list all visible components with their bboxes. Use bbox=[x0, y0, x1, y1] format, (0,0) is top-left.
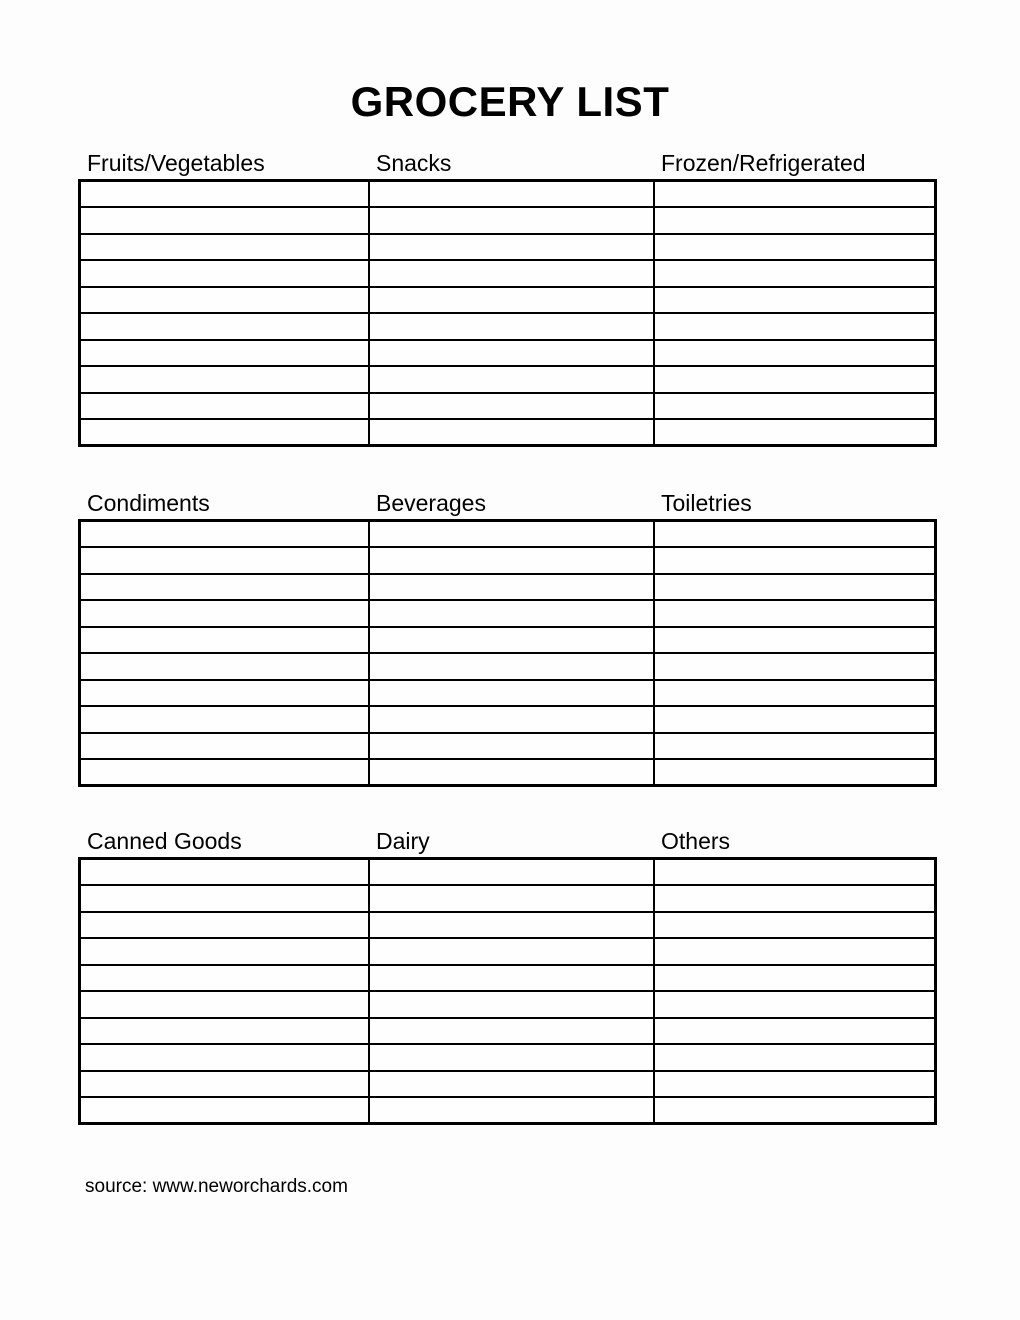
table-row bbox=[80, 340, 936, 367]
blank-item-cell[interactable] bbox=[369, 260, 654, 287]
blank-item-cell[interactable] bbox=[369, 991, 654, 1018]
page-title: GROCERY LIST bbox=[350, 78, 670, 125]
section-canned-dairy-others bbox=[78, 828, 934, 1125]
column-headers bbox=[78, 828, 934, 855]
blank-item-cell[interactable] bbox=[369, 521, 654, 548]
blank-item-cell[interactable] bbox=[369, 181, 654, 208]
blank-item-cell[interactable] bbox=[80, 1071, 369, 1098]
blank-item-cell[interactable] bbox=[369, 600, 654, 627]
table-row bbox=[80, 680, 936, 707]
blank-item-cell[interactable] bbox=[654, 547, 936, 574]
blank-item-cell[interactable] bbox=[654, 1018, 936, 1045]
blank-item-cell[interactable] bbox=[369, 393, 654, 420]
blank-item-cell[interactable] bbox=[654, 1044, 936, 1071]
blank-item-cell[interactable] bbox=[80, 885, 369, 912]
grocery-table bbox=[78, 519, 937, 787]
blank-item-cell[interactable] bbox=[80, 680, 369, 707]
grocery-table bbox=[78, 857, 937, 1125]
blank-item-cell[interactable] bbox=[80, 627, 369, 654]
table-row bbox=[80, 234, 936, 261]
table-row bbox=[80, 965, 936, 992]
table-row bbox=[80, 207, 936, 234]
blank-item-cell[interactable] bbox=[369, 1044, 654, 1071]
blank-item-cell[interactable] bbox=[654, 1097, 936, 1124]
table-row bbox=[80, 393, 936, 420]
blank-item-cell[interactable] bbox=[369, 653, 654, 680]
blank-item-cell[interactable] bbox=[80, 859, 369, 886]
blank-item-cell[interactable] bbox=[654, 859, 936, 886]
table-row bbox=[80, 912, 936, 939]
blank-item-cell[interactable] bbox=[654, 965, 936, 992]
table-row bbox=[80, 1071, 936, 1098]
blank-item-cell[interactable] bbox=[369, 759, 654, 786]
table-row bbox=[80, 991, 936, 1018]
column-headers bbox=[78, 490, 934, 517]
table-row bbox=[80, 600, 936, 627]
blank-item-cell[interactable] bbox=[369, 234, 654, 261]
blank-item-cell[interactable] bbox=[654, 574, 936, 601]
table-row bbox=[80, 574, 936, 601]
blank-item-cell[interactable] bbox=[80, 965, 369, 992]
blank-item-cell[interactable] bbox=[654, 912, 936, 939]
blank-item-cell[interactable] bbox=[369, 574, 654, 601]
table-row bbox=[80, 885, 936, 912]
blank-item-cell[interactable] bbox=[369, 313, 654, 340]
blank-item-cell[interactable] bbox=[369, 680, 654, 707]
blank-item-cell[interactable] bbox=[80, 234, 369, 261]
blank-item-cell[interactable] bbox=[654, 627, 936, 654]
column-header-fruits-vegetables: Fruits/Vegetables bbox=[87, 150, 265, 176]
blank-item-cell[interactable] bbox=[654, 759, 936, 786]
table-row bbox=[80, 547, 936, 574]
column-headers bbox=[78, 150, 934, 177]
table-row bbox=[80, 1044, 936, 1071]
column-header-canned-goods: Canned Goods bbox=[87, 828, 242, 854]
blank-item-cell[interactable] bbox=[80, 340, 369, 367]
table-row bbox=[80, 859, 936, 886]
blank-item-cell[interactable] bbox=[369, 912, 654, 939]
blank-item-cell[interactable] bbox=[369, 706, 654, 733]
table-row bbox=[80, 1018, 936, 1045]
table-row bbox=[80, 733, 936, 760]
column-header-frozen-refrigerated: Frozen/Refrigerated bbox=[661, 150, 866, 176]
blank-item-cell[interactable] bbox=[369, 366, 654, 393]
blank-item-cell[interactable] bbox=[654, 207, 936, 234]
blank-item-cell[interactable] bbox=[80, 991, 369, 1018]
blank-item-cell[interactable] bbox=[654, 706, 936, 733]
blank-item-cell[interactable] bbox=[80, 912, 369, 939]
blank-item-cell[interactable] bbox=[654, 260, 936, 287]
blank-item-cell[interactable] bbox=[654, 313, 936, 340]
blank-item-cell[interactable] bbox=[369, 340, 654, 367]
blank-item-cell[interactable] bbox=[80, 1044, 369, 1071]
blank-item-cell[interactable] bbox=[654, 393, 936, 420]
blank-item-cell[interactable] bbox=[654, 234, 936, 261]
blank-item-cell[interactable] bbox=[80, 287, 369, 314]
blank-item-cell[interactable] bbox=[654, 600, 936, 627]
blank-item-cell[interactable] bbox=[80, 653, 369, 680]
blank-item-cell[interactable] bbox=[369, 859, 654, 886]
blank-item-cell[interactable] bbox=[369, 965, 654, 992]
blank-item-cell[interactable] bbox=[654, 991, 936, 1018]
blank-item-cell[interactable] bbox=[80, 706, 369, 733]
blank-item-cell[interactable] bbox=[80, 733, 369, 760]
blank-item-cell[interactable] bbox=[654, 287, 936, 314]
blank-item-cell[interactable] bbox=[369, 207, 654, 234]
table-row bbox=[80, 653, 936, 680]
blank-item-cell[interactable] bbox=[80, 207, 369, 234]
blank-item-cell[interactable] bbox=[654, 680, 936, 707]
blank-item-cell[interactable] bbox=[80, 260, 369, 287]
blank-item-cell[interactable] bbox=[369, 547, 654, 574]
blank-item-cell[interactable] bbox=[80, 181, 369, 208]
table-row bbox=[80, 366, 936, 393]
blank-item-cell[interactable] bbox=[654, 885, 936, 912]
blank-item-cell[interactable] bbox=[654, 366, 936, 393]
blank-item-cell[interactable] bbox=[80, 547, 369, 574]
table-row bbox=[80, 313, 936, 340]
column-header-condiments: Condiments bbox=[87, 490, 210, 516]
blank-item-cell[interactable] bbox=[80, 419, 369, 446]
blank-item-cell[interactable] bbox=[654, 938, 936, 965]
blank-item-cell[interactable] bbox=[369, 1018, 654, 1045]
column-header-others: Others bbox=[661, 828, 731, 854]
blank-item-cell[interactable] bbox=[80, 313, 369, 340]
section-fruits-snacks-frozen bbox=[78, 150, 934, 447]
blank-item-cell[interactable] bbox=[369, 1097, 654, 1124]
table-row bbox=[80, 759, 936, 786]
table-row bbox=[80, 287, 936, 314]
grocery-table bbox=[78, 179, 937, 447]
blank-item-cell[interactable] bbox=[654, 340, 936, 367]
blank-item-cell[interactable] bbox=[654, 181, 936, 208]
blank-item-cell[interactable] bbox=[369, 287, 654, 314]
blank-item-cell[interactable] bbox=[80, 574, 369, 601]
blank-item-cell[interactable] bbox=[80, 600, 369, 627]
blank-item-cell[interactable] bbox=[654, 733, 936, 760]
blank-item-cell[interactable] bbox=[369, 938, 654, 965]
blank-item-cell[interactable] bbox=[80, 1018, 369, 1045]
column-header-beverages: Beverages bbox=[376, 490, 486, 516]
blank-item-cell[interactable] bbox=[369, 419, 654, 446]
blank-item-cell[interactable] bbox=[369, 885, 654, 912]
column-header-snacks: Snacks bbox=[376, 150, 452, 176]
blank-item-cell[interactable] bbox=[369, 627, 654, 654]
blank-item-cell[interactable] bbox=[369, 1071, 654, 1098]
table-row bbox=[80, 521, 936, 548]
column-header-dairy: Dairy bbox=[376, 828, 430, 854]
blank-item-cell[interactable] bbox=[80, 759, 369, 786]
blank-item-cell[interactable] bbox=[80, 366, 369, 393]
table-row bbox=[80, 260, 936, 287]
table-row bbox=[80, 627, 936, 654]
blank-item-cell[interactable] bbox=[654, 1071, 936, 1098]
table-row bbox=[80, 938, 936, 965]
blank-item-cell[interactable] bbox=[369, 733, 654, 760]
source-credit: source: www.neworchards.com bbox=[85, 1176, 348, 1197]
blank-item-cell[interactable] bbox=[80, 1097, 369, 1124]
blank-item-cell[interactable] bbox=[80, 393, 369, 420]
table-row bbox=[80, 181, 936, 208]
table-row bbox=[80, 1097, 936, 1124]
blank-item-cell[interactable] bbox=[80, 521, 369, 548]
table-row bbox=[80, 706, 936, 733]
blank-item-cell[interactable] bbox=[654, 653, 936, 680]
section-condiments-beverages-toiletries bbox=[78, 490, 934, 787]
table-row bbox=[80, 419, 936, 446]
blank-item-cell[interactable] bbox=[80, 938, 369, 965]
blank-item-cell[interactable] bbox=[654, 521, 936, 548]
blank-item-cell[interactable] bbox=[654, 419, 936, 446]
column-header-toiletries: Toiletries bbox=[661, 490, 752, 516]
